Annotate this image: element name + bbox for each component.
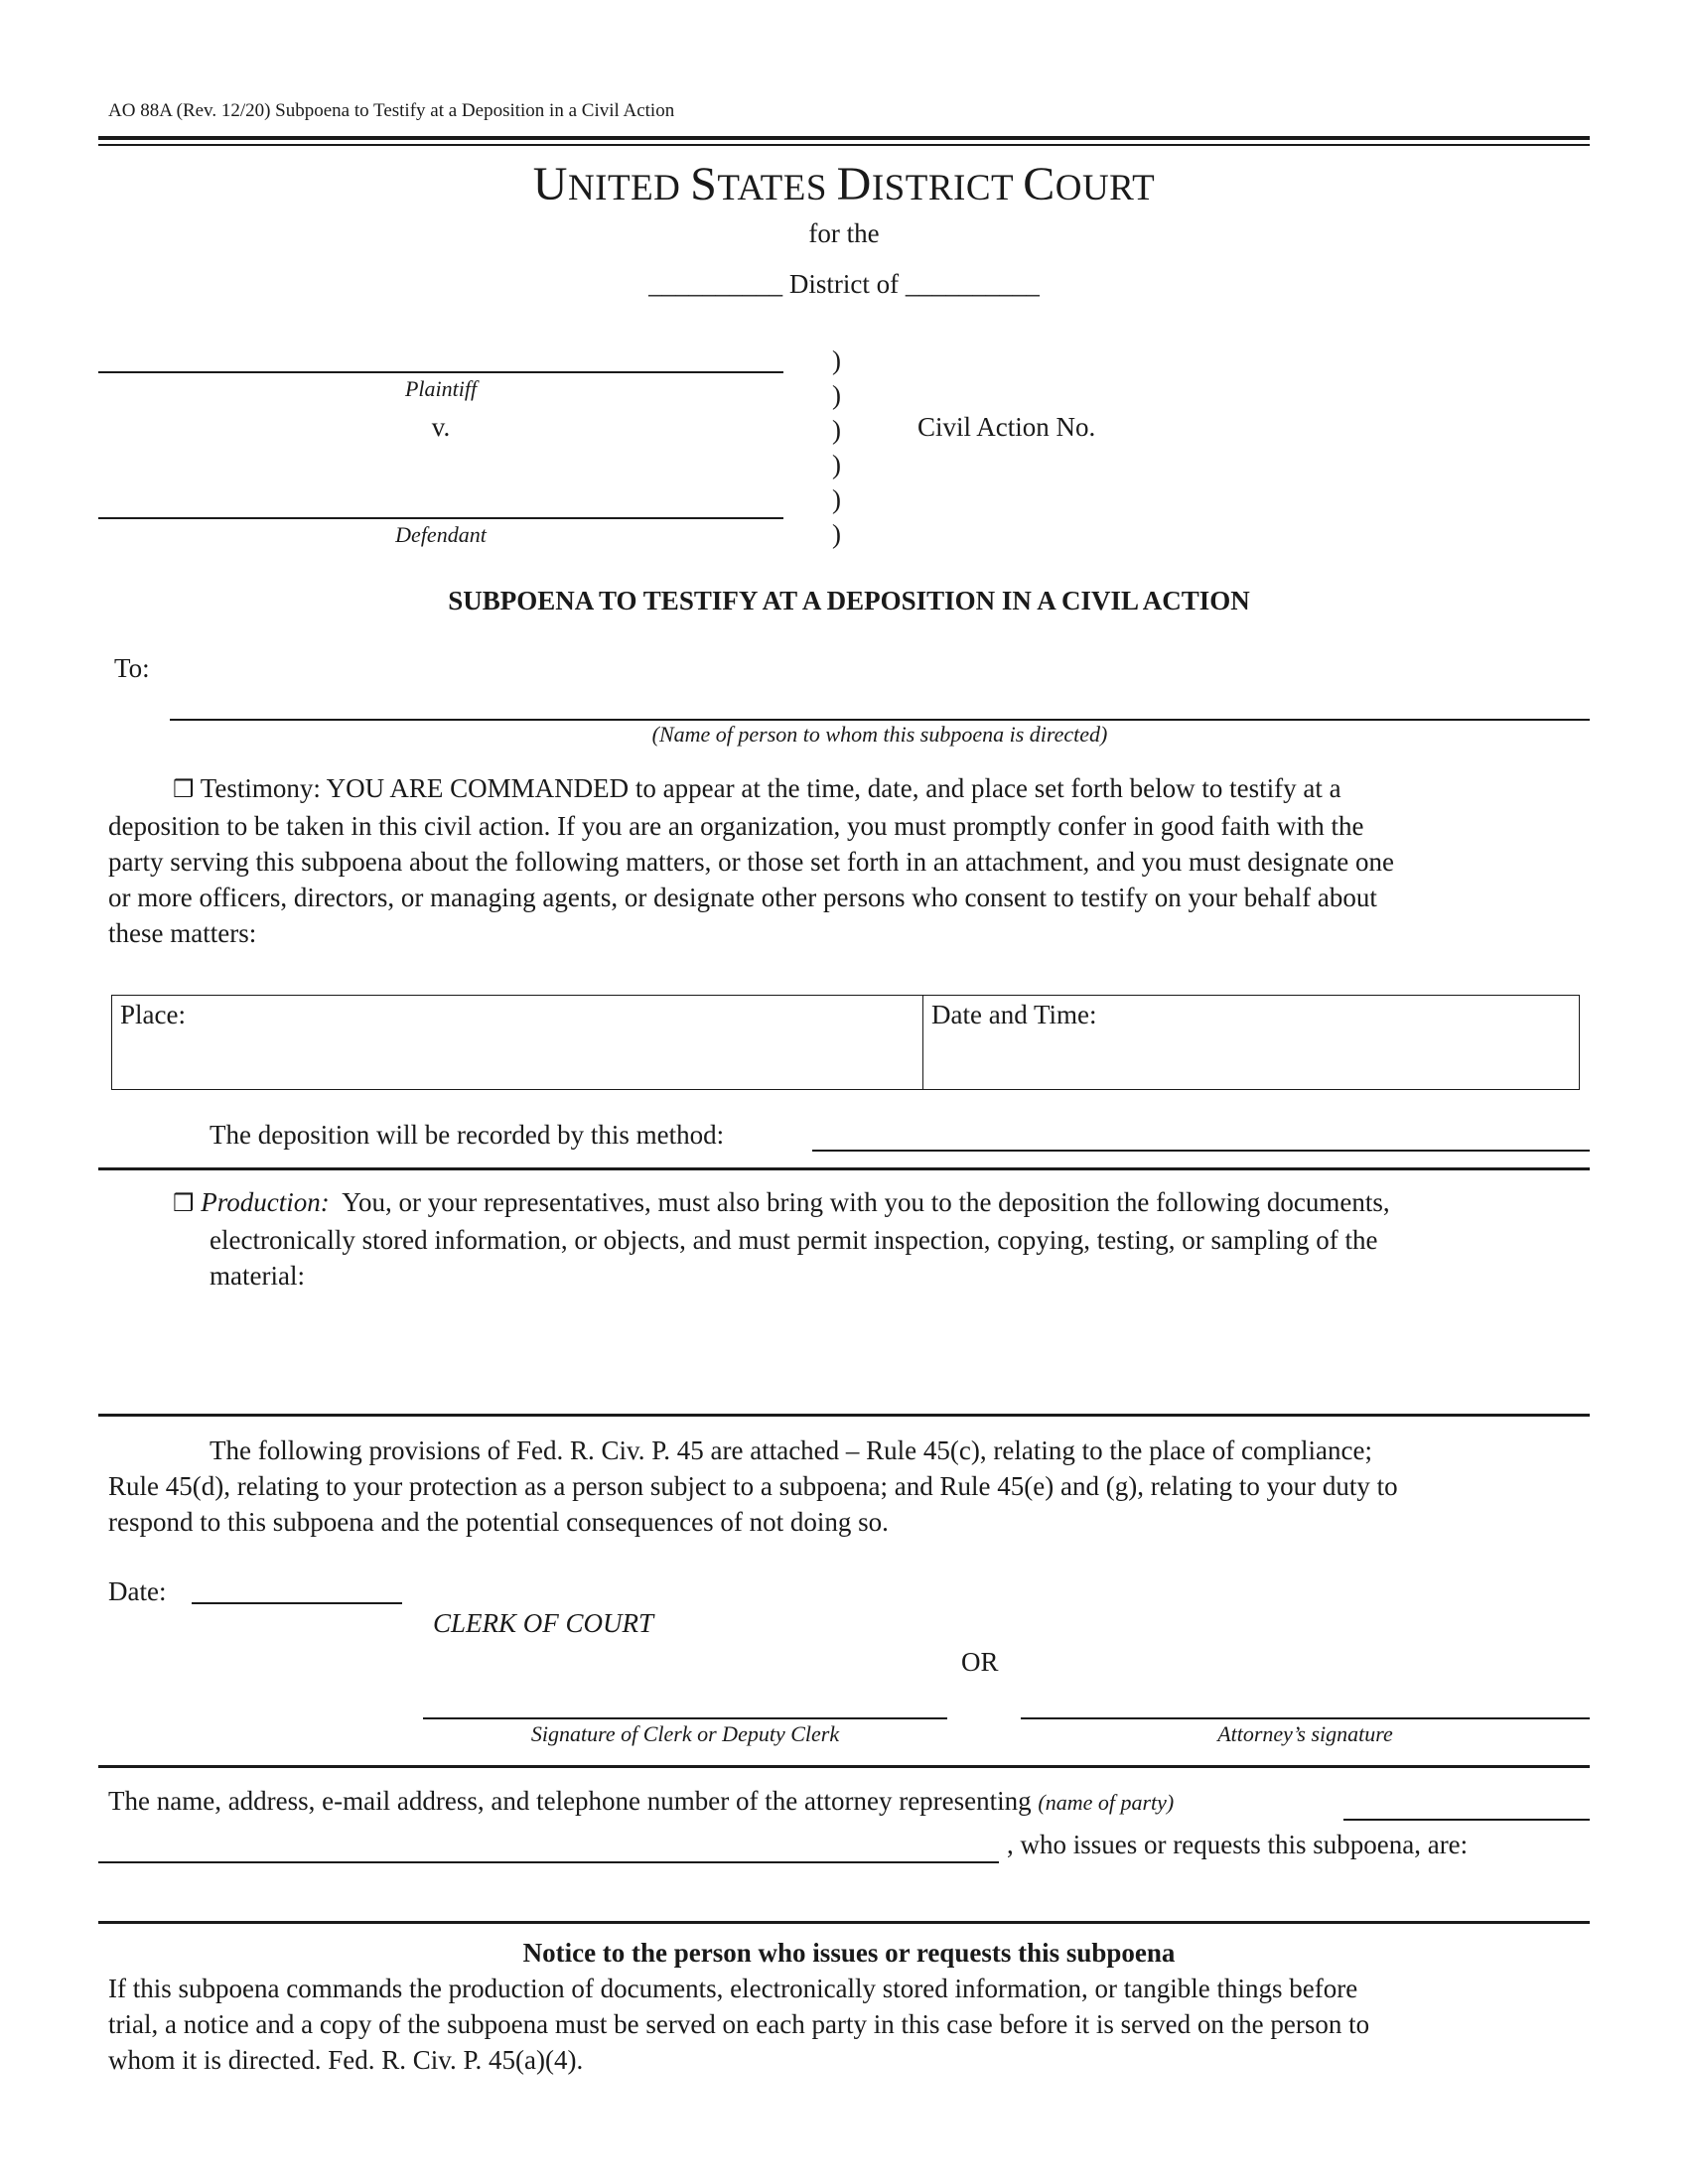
- civil-action-label: Civil Action No.: [917, 412, 1096, 442]
- section-divider: [98, 1921, 1590, 1924]
- form-id: AO 88A (Rev. 12/20) Subpoena to Testify at a Deposition in a Civil Action: [108, 100, 675, 121]
- recording-method-line[interactable]: [812, 1150, 1590, 1152]
- caption-paren: ): [832, 415, 841, 445]
- party-name-line[interactable]: [1343, 1819, 1590, 1821]
- notice-paragraph: If this subpoena commands the production of documents, electronically stored information, or tangible things before trial, a notice and a copy of the subpoena must be served on each party in this case before it is served on the person to whom it is directed. Fed. R. Civ. P. 45(a)(4).: [108, 1974, 1370, 2075]
- recipient-name-line[interactable]: [170, 719, 1590, 721]
- caption-paren: ): [832, 484, 841, 514]
- place-field[interactable]: [112, 996, 923, 1090]
- caption-paren: ): [832, 519, 841, 549]
- testimony-paragraph: ❒ Testimony: YOU ARE COMMANDED to appear at the time, date, and place set forth below to testify at a deposition to be taken in this civil action. If you are an organization, you must promptly confer in good faith with the party serving this subpoena about the following matters, or those set forth in an attachment, and you must designate one or more officers, directors, or managing agents, or designate other persons who consent to testify on your behalf about these matters:: [108, 773, 1394, 948]
- defendant-line[interactable]: [98, 517, 783, 519]
- date-line[interactable]: [192, 1602, 402, 1604]
- production-paragraph: ❒ Production: You, or your representatives, must also bring with you to the deposition the following documents, electronically stored information, or objects, and must permit inspection, copying, testing, or sampling of the material:: [173, 1187, 1390, 1291]
- notice-title: Notice to the person who issues or requests this subpoena: [522, 1938, 1176, 1968]
- production-checkbox[interactable]: ❒: [173, 1191, 195, 1217]
- for-the-text: for the: [808, 218, 880, 248]
- caption-paren: ): [832, 450, 841, 479]
- clerk-signature-line[interactable]: [423, 1717, 947, 1719]
- district-blank-right[interactable]: __________: [905, 269, 1040, 299]
- date-time-label: Date and Time:: [931, 1000, 1097, 1029]
- place-date-table: [111, 995, 1580, 1090]
- date-time-field[interactable]: [923, 996, 1580, 1090]
- testimony-checkbox[interactable]: ❒: [173, 777, 195, 803]
- caption-paren: ): [832, 380, 841, 410]
- production-label: Production:: [201, 1187, 330, 1217]
- name-of-party-hint: (name of party): [1038, 1790, 1175, 1815]
- attorney-info-line1: The name, address, e-mail address, and telephone number of the attorney representing (name of party): [108, 1786, 1175, 1816]
- date-label: Date:: [108, 1576, 167, 1606]
- clerk-of-court: CLERK OF COURT: [433, 1608, 654, 1638]
- to-label: To:: [114, 653, 150, 683]
- attorney-signature-line[interactable]: [1021, 1717, 1590, 1719]
- district-line: [0, 266, 1688, 302]
- attorney-info-line2: , who issues or requests this subpoena, are:: [1007, 1830, 1469, 1859]
- defendant-label: Defendant: [395, 522, 487, 547]
- plaintiff-label: Plaintiff: [404, 376, 478, 401]
- header-rule-thick: [98, 136, 1590, 140]
- district-blank-left[interactable]: __________: [648, 269, 783, 299]
- header-rule-thin: [98, 144, 1590, 146]
- court-title: UNITED STATES DISTRICT COURT: [532, 158, 1156, 210]
- caption-paren: ): [832, 345, 841, 375]
- district-label: District of: [788, 269, 900, 299]
- clerk-signature-label: Signature of Clerk or Deputy Clerk: [530, 1721, 840, 1746]
- versus-text: v.: [431, 412, 451, 442]
- section-divider: [98, 1167, 1590, 1170]
- section-divider: [98, 1414, 1590, 1417]
- recording-label: The deposition will be recorded by this method:: [210, 1120, 725, 1150]
- party-name-line-continued[interactable]: [98, 1861, 999, 1863]
- or-text: OR: [961, 1647, 999, 1677]
- provisions-paragraph: The following provisions of Fed. R. Civ. P. 45 are attached – Rule 45(c), relating to the place of compliance; Rule 45(d), relating to your protection as a person subject to a subpoena; and Rule 45(e) and (g), relating to your duty to respond to this subpoena and the potential consequences of not doing so.: [108, 1435, 1398, 1537]
- recipient-hint: (Name of person to whom this subpoena is directed): [651, 722, 1108, 747]
- plaintiff-line[interactable]: [98, 371, 783, 373]
- place-label: Place:: [120, 1000, 186, 1029]
- attorney-signature-label: Attorney’s signature: [1217, 1721, 1393, 1746]
- subpoena-title: SUBPOENA TO TESTIFY AT A DEPOSITION IN A CIVIL ACTION: [448, 586, 1250, 615]
- section-divider: [98, 1765, 1590, 1768]
